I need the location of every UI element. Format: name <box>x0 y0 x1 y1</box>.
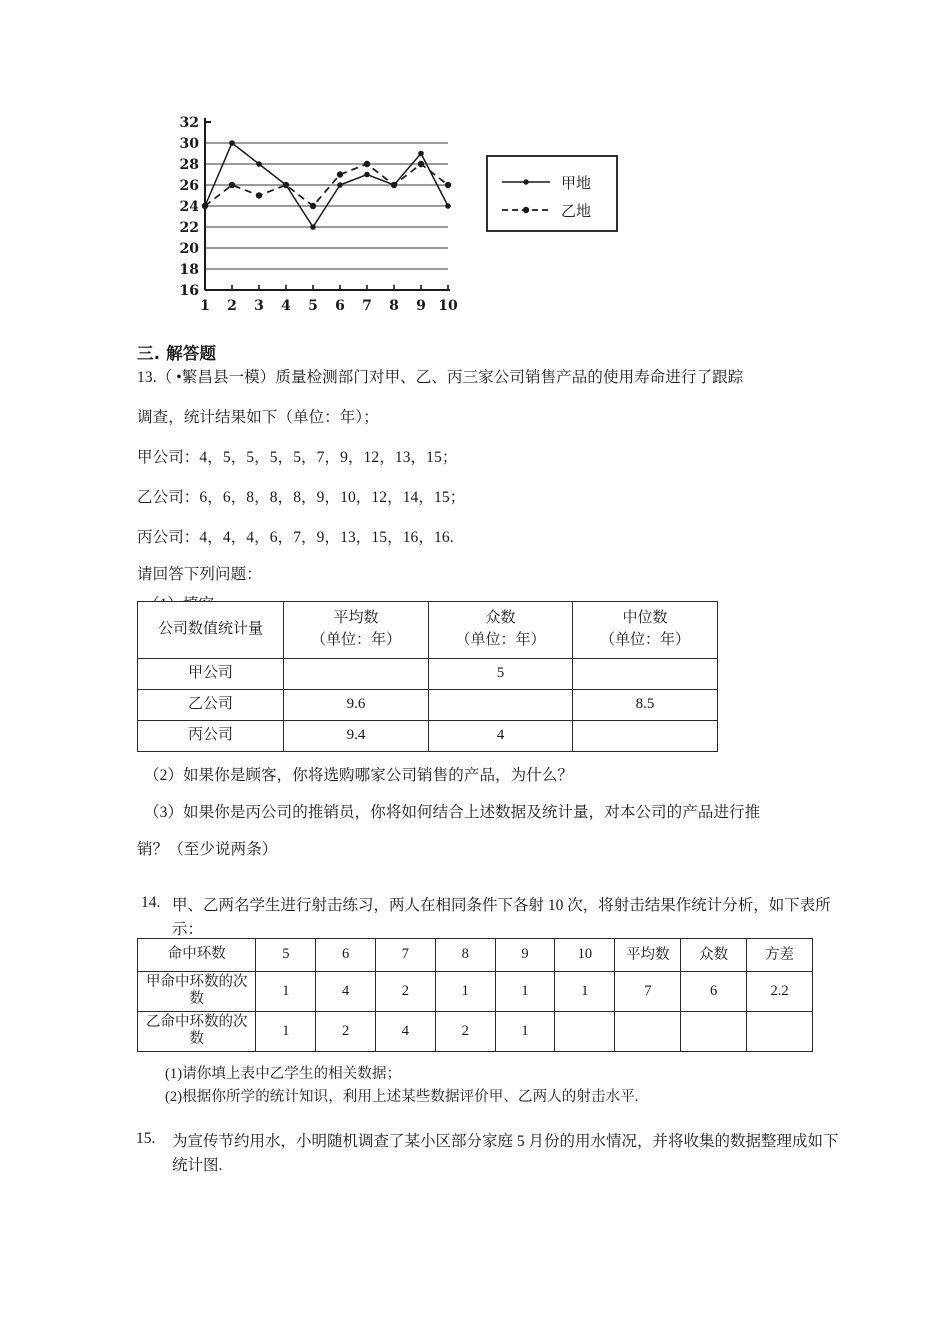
y-tick-28: 28 <box>179 157 199 173</box>
table-row <box>138 659 718 690</box>
cell-row-label: 乙命中环数的次数 <box>138 1011 256 1051</box>
cell-company: 乙公司 <box>138 690 284 721</box>
header-line1: 众数 <box>485 610 516 627</box>
legend-marker-yidi <box>523 207 529 213</box>
cell-variance[interactable] <box>747 1011 813 1051</box>
header-line2: （单位：年） <box>310 632 401 648</box>
cell-variance: 2.2 <box>747 972 813 1012</box>
data-point <box>283 182 289 188</box>
cell-count-10[interactable] <box>555 1011 615 1051</box>
data-point <box>418 151 424 157</box>
x-tick-5: 5 <box>308 298 318 314</box>
header-cell-mean <box>283 602 428 659</box>
cell-mean: 7 <box>615 972 681 1012</box>
chart-y-tick-labels <box>180 115 200 299</box>
line-chart <box>165 100 635 325</box>
data-point <box>337 182 343 188</box>
y-tick-24: 24 <box>179 199 199 215</box>
table-row <box>138 721 718 752</box>
header-cell-score-8: 8 <box>435 939 495 972</box>
data-point <box>364 161 370 167</box>
cell-count-5: 1 <box>256 972 316 1012</box>
problem13-q3-line2: 销？（至少说两条） <box>137 841 278 858</box>
cell-mean: 9.4 <box>283 721 428 752</box>
table-row <box>138 690 718 721</box>
table-row <box>138 1011 813 1051</box>
cell-count-7: 4 <box>376 1011 436 1051</box>
cell-mean[interactable] <box>615 1011 681 1051</box>
problem13-company-bing-data: 丙公司：4，4，4，6，7，9，13，15，16，16. <box>137 529 454 546</box>
legend-marker-jiadi <box>523 179 528 184</box>
header-cell-score-10: 10 <box>555 939 615 972</box>
legend-label-jiadi: 甲地 <box>561 174 592 192</box>
header-cell-score-5: 5 <box>256 939 316 972</box>
y-tick-32: 32 <box>179 115 199 131</box>
problem13-q2: （2）如果你是顾客，你将选购哪家公司销售的产品，为什么？ <box>144 767 574 784</box>
data-point <box>418 161 424 167</box>
data-point <box>256 161 262 167</box>
cell-mode: 5 <box>428 659 572 690</box>
chart-legend <box>487 156 617 231</box>
header-cell-score-6: 6 <box>316 939 376 972</box>
x-tick-4: 4 <box>281 298 291 314</box>
cell-count-8: 2 <box>435 1011 495 1051</box>
header-cell-variance: 方差 <box>747 939 813 972</box>
y-tick-22: 22 <box>179 220 199 236</box>
table-row <box>138 972 813 1012</box>
problem13-prompt: 请回答下列问题： <box>137 566 262 583</box>
x-tick-7: 7 <box>362 298 372 314</box>
line-chart-svg <box>165 100 635 325</box>
cell-median[interactable] <box>572 721 717 752</box>
header-cell-score-9: 9 <box>495 939 555 972</box>
data-point <box>310 224 316 230</box>
data-point <box>256 192 262 198</box>
problem14-shooting-table <box>137 938 813 1052</box>
header-cell-mode <box>428 602 572 659</box>
cell-row-label: 甲命中环数的次数 <box>138 972 256 1012</box>
cell-median: 8.5 <box>572 690 717 721</box>
cell-mean[interactable] <box>283 659 428 690</box>
chart-x-tick-labels <box>200 298 458 314</box>
header-line1: 公司数值统计量 <box>157 621 263 638</box>
problem14-q1: (1)请你填上表中乙学生的相关数据； <box>165 1066 402 1082</box>
cell-median[interactable] <box>572 659 717 690</box>
section-heading: 三. 解答题 <box>137 344 217 363</box>
data-point <box>391 182 397 188</box>
y-tick-16: 16 <box>179 283 199 299</box>
legend-box <box>487 156 617 231</box>
problem13-company-jia-data: 甲公司：4，5，5，5，5，7，9，12，13，15； <box>137 449 458 466</box>
cell-count-6: 4 <box>316 972 376 1012</box>
problem15-number: 15. <box>136 1130 156 1147</box>
data-point <box>310 203 316 209</box>
header-line2: （单位：年） <box>599 632 690 648</box>
cell-count-9: 1 <box>495 1011 555 1051</box>
problem14-q2: (2)根据你所学的统计知识，利用上述某些数据评价甲、乙两人的射击水平. <box>165 1089 639 1105</box>
x-tick-1: 1 <box>200 298 210 314</box>
cell-count-6: 2 <box>316 1011 376 1051</box>
cell-mode[interactable] <box>428 690 572 721</box>
y-tick-26: 26 <box>179 178 199 194</box>
cell-count-9: 1 <box>495 972 555 1012</box>
problem14-number: 14. <box>141 894 161 911</box>
cell-mean: 9.6 <box>283 690 428 721</box>
header-line2: （单位：年） <box>455 632 546 648</box>
header-cell-median <box>572 602 717 659</box>
data-point <box>445 203 451 209</box>
data-point <box>229 182 235 188</box>
data-point <box>337 171 343 177</box>
data-point <box>229 140 235 146</box>
table-header-row <box>138 939 813 972</box>
cell-count-7: 2 <box>376 972 436 1012</box>
problem15-stem: 为宣传节约用水，小明随机调查了某小区部分家庭 5 月份的用水情况，并将收集的数据整理成如下统计图. <box>172 1133 839 1175</box>
table-header-row <box>138 602 718 659</box>
cell-company: 丙公司 <box>138 721 284 752</box>
x-tick-2: 2 <box>227 298 237 314</box>
y-tick-18: 18 <box>179 262 199 278</box>
x-tick-10: 10 <box>438 298 458 314</box>
cell-count-8: 1 <box>435 972 495 1012</box>
cell-mode[interactable] <box>681 1011 747 1051</box>
header-cell-company <box>138 602 284 659</box>
x-tick-6: 6 <box>335 298 345 314</box>
y-tick-30: 30 <box>179 136 199 152</box>
cell-count-10: 1 <box>555 972 615 1012</box>
header-cell-score-7: 7 <box>376 939 436 972</box>
problem13-line2: 调查，统计结果如下（单位：年）； <box>137 409 379 426</box>
data-point <box>202 203 208 209</box>
x-tick-3: 3 <box>254 298 264 314</box>
cell-count-5: 1 <box>256 1011 316 1051</box>
problem13-q3-line1: （3）如果你是丙公司的推销员，你将如何结合上述数据及统计量，对本公司的产品进行推 <box>144 804 761 821</box>
cell-company: 甲公司 <box>138 659 284 690</box>
header-line1: 平均数 <box>333 610 379 627</box>
problem13-company-yi-data: 乙公司：6，6，8，8，8，9，10，12，14，15； <box>137 489 466 506</box>
header-cell-mean: 平均数 <box>615 939 681 972</box>
data-point <box>445 182 451 188</box>
cell-mode: 6 <box>681 972 747 1012</box>
problem13-line1: 13.（ •繁昌县一模）质量检测部门对甲、乙、丙三家公司销售产品的使用寿命进行了跟踪 <box>137 369 744 386</box>
header-cell-mode: 众数 <box>681 939 747 972</box>
problem13-statistics-table <box>137 601 718 752</box>
data-point <box>364 172 370 178</box>
y-tick-20: 20 <box>179 241 199 257</box>
cell-mode: 4 <box>428 721 572 752</box>
header-cell-rings: 命中环数 <box>138 939 256 972</box>
legend-label-yidi: 乙地 <box>561 202 592 220</box>
header-line1: 中位数 <box>622 610 668 627</box>
x-tick-9: 9 <box>416 298 426 314</box>
x-tick-8: 8 <box>389 298 399 314</box>
problem14-stem: 甲、乙两名学生进行射击练习，两人在相同条件下各射 10 次，将射击结果作统计分析，如下表所示： <box>172 897 831 939</box>
